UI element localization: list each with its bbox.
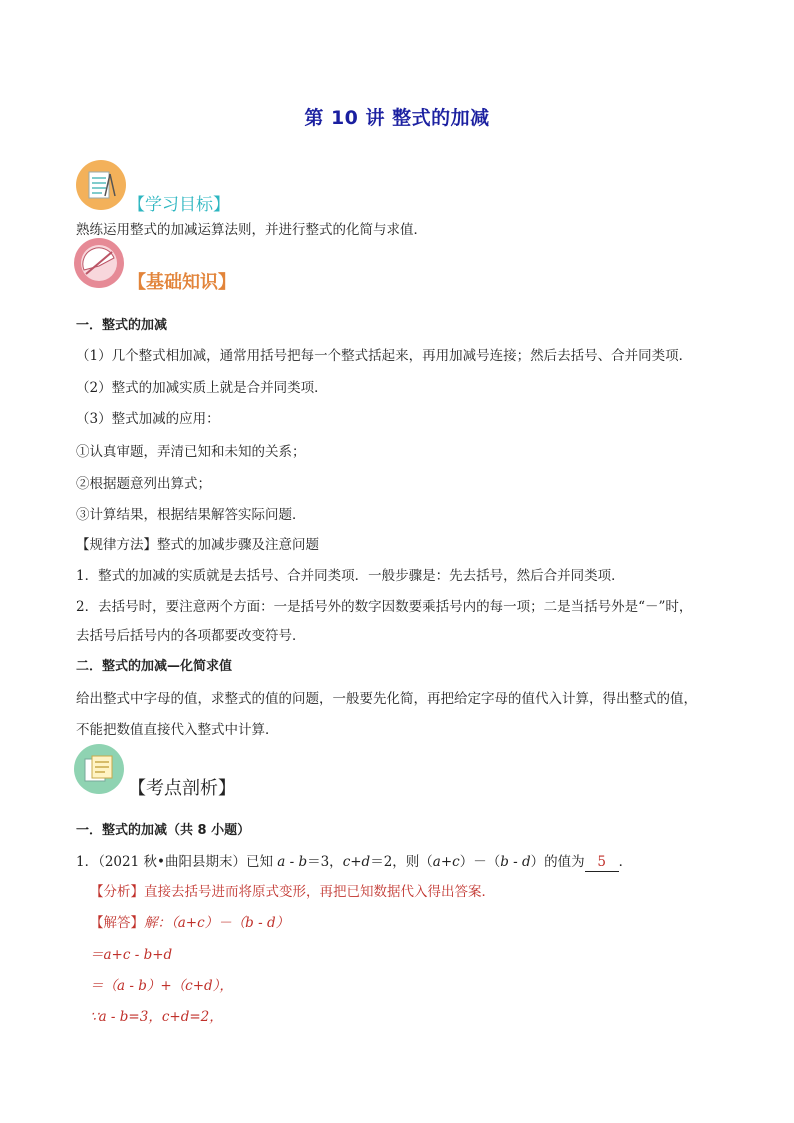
page-title: 第 10 讲 整式的加减	[304, 107, 490, 129]
solution-line: 【解答】解：（a+c）－（b - d）	[90, 915, 290, 931]
analysis-line: 【分析】直接去括号进而将原式变形，再把已知数据代入得出答案．	[90, 884, 495, 900]
goal-heading: 【学习目标】	[128, 195, 230, 215]
basic-line: 不能把数值直接代入整式中计算．	[76, 722, 279, 738]
answer-blank: 5	[585, 853, 619, 872]
basic-heading-2: 二．整式的加减—化简求值	[76, 659, 233, 674]
basic-line: 1．整式的加减的实质就是去括号、合并同类项．一般步骤是：先去括号，然后合并同类项．	[76, 568, 625, 584]
basic-line: （3）整式加减的应用：	[76, 411, 220, 427]
solution-step: ∵a - b=3，c+d=2，	[90, 1009, 223, 1025]
basic-line: ②根据题意列出算式；	[76, 476, 211, 492]
basic-heading: 【基础知识】	[128, 272, 236, 293]
protractor-icon	[74, 238, 124, 288]
basic-line: ③计算结果，根据结果解答实际问题．	[76, 507, 306, 523]
solution-step: ＝a+c - b+d	[90, 947, 173, 963]
basic-line: 【规律方法】整式的加减步骤及注意问题	[76, 537, 319, 553]
basic-line: 给出整式中字母的值，求整式的值的问题，一般要先化简，再把给定字母的值代入计算，得出整式的值，	[76, 691, 697, 707]
solution-step: ＝（a - b）+（c+d），	[90, 978, 233, 994]
basic-line: 2．去括号时，要注意两个方面：一是括号外的数字因数要乘括号内的每一项；二是当括号外是“－”时，	[76, 599, 693, 615]
exam-heading: 【考点剖析】	[128, 778, 236, 799]
basic-heading-1: 一．整式的加减	[76, 318, 168, 333]
goal-text: 熟练运用整式的加减运算法则，并进行整式的化简与求值．	[76, 222, 427, 238]
notebook-compass-icon	[76, 160, 126, 210]
basic-line: 去括号后括号内的各项都要改变符号．	[76, 628, 306, 644]
documents-icon	[74, 744, 124, 794]
basic-line: （2）整式的加减实质上就是合并同类项．	[76, 380, 328, 396]
question-1: 1．（2021 秋•曲阳县期末）已知 a - b＝3，c+d＝2，则（a+c）－（b - d）的值为 5 ．	[76, 854, 633, 870]
exam-heading-1: 一．整式的加减（共 8 小题）	[76, 823, 251, 838]
basic-line: （1）几个整式相加减，通常用括号把每一个整式括起来，再用加减号连接；然后去括号、合并同类项．	[76, 348, 693, 364]
basic-line: ①认真审题，弄清已知和未知的关系；	[76, 444, 306, 460]
